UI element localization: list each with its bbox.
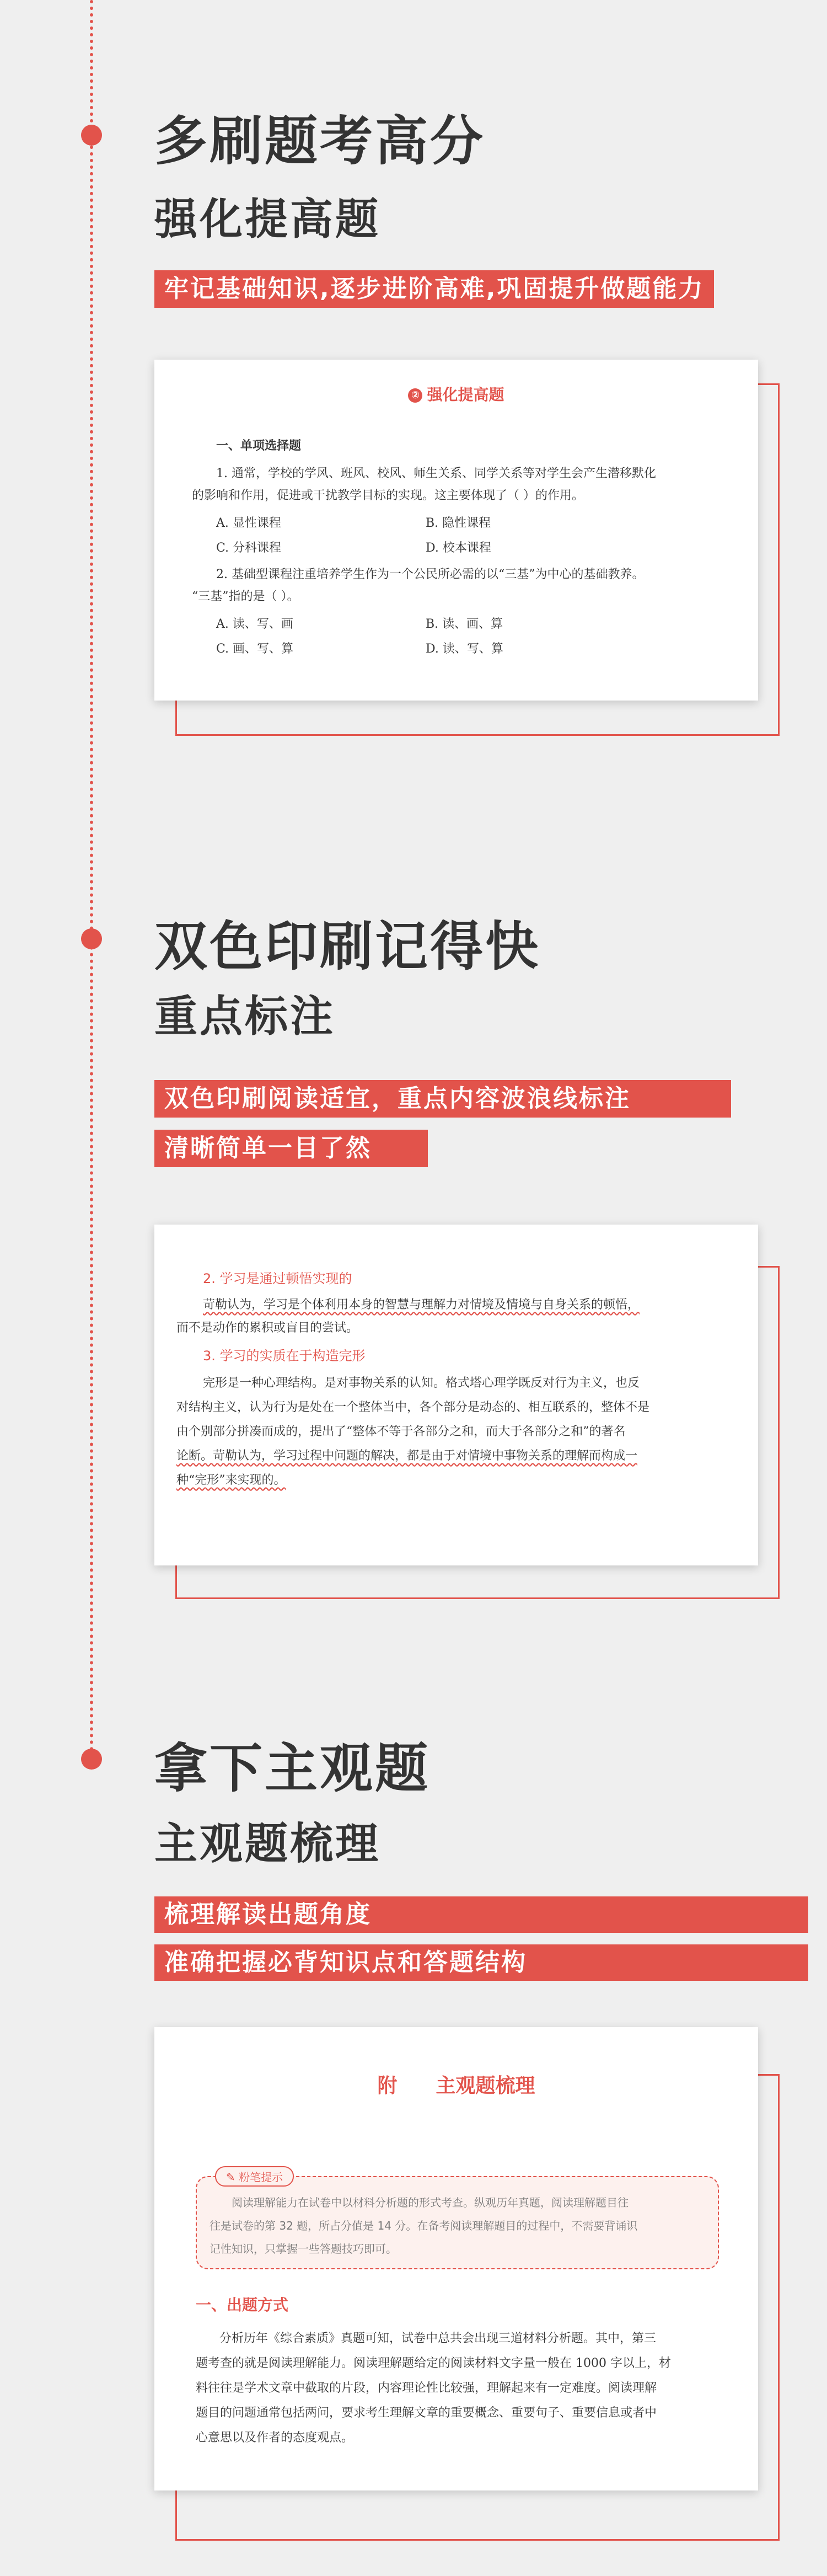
- subheading: 2. 学习是通过顿悟实现的: [203, 1271, 352, 1286]
- paragraph-line: 由个别部分拼凑而成的，提出了“整体不等于各部分之和，而大于各部分之和”的著名: [176, 1425, 626, 1439]
- feature-band: 清晰简单一目了然: [154, 1130, 428, 1167]
- feature-band: 双色印刷阅读适宜，重点内容波浪线标注: [154, 1080, 731, 1118]
- section-subtitle: 重点标注: [154, 992, 336, 1041]
- sample-card: [154, 360, 758, 701]
- section-title: 多刷题考高分: [154, 110, 485, 172]
- timeline-dot: [81, 1749, 102, 1770]
- option: D. 校本课程: [426, 541, 491, 555]
- timeline-dot: [81, 125, 102, 146]
- tip-text: 阅读理解能力在试卷中以材料分析题的形式考查。纵观历年真题，阅读理解题目往: [232, 2196, 629, 2209]
- paragraph-line: 论断。苛勒认为，学习过程中问题的解决，都是由于对情境中事物关系的理解而构成一: [176, 1449, 638, 1463]
- feature-band: 准确把握必背知识点和答题结构: [154, 1944, 808, 1981]
- timeline-dotted-line: [90, 0, 93, 1765]
- paragraph-line: 完形是一种心理结构。是对事物关系的认知。格式塔心理学既反对行为主义，也反: [203, 1376, 640, 1390]
- paragraph-line: 料往往是学术文章中截取的片段，内容理论性比较强，理解起来有一定难度。阅读理解: [196, 2381, 657, 2395]
- paragraph-line: 而不是动作的累积或盲目的尝试。: [176, 1321, 359, 1335]
- section-subtitle: 主观题梳理: [154, 1819, 381, 1869]
- paragraph-line: 题考查的就是阅读理解能力。阅读理解题给定的阅读材料文字量一般在 1000 字以上，材: [196, 2356, 671, 2370]
- question-text: 1. 通常，学校的学风、班风、校风、师生关系、同学关系等对学生会产生潜移默化: [216, 467, 656, 480]
- option: A. 显性课程: [216, 516, 281, 530]
- paragraph-line: 分析历年《综合素质》真题可知，试卷中总共会出现三道材料分析题。其中，第三: [219, 2332, 657, 2345]
- paragraph-line: 对结构主义，认为行为是处在一个整体当中，各个部分是动态的、相互联系的，整体不是: [176, 1401, 650, 1414]
- sample-card: [154, 1225, 758, 1565]
- sample-card: [154, 2027, 758, 2491]
- paragraph-line: 题目的问题通常包括两问，要求考生理解文章的重要概念、重要句子、重要信息或者中: [196, 2406, 657, 2420]
- feature-band: 梳理解读出题角度: [154, 1896, 808, 1933]
- option: C. 分科课程: [216, 541, 282, 555]
- tip-text: 记性知识，只掌握一些答题技巧即可。: [210, 2242, 397, 2256]
- number-icon: ②: [408, 388, 422, 403]
- paragraph-line: 苛勒认为，学习是个体利用本身的智慧与理解力对情境及情境与自身关系的顿悟，: [203, 1298, 640, 1312]
- section-heading: 一、出题方式: [196, 2296, 289, 2314]
- question-text: 2. 基础型课程注重培养学生作为一个公民所必需的以“三基”为中心的基础教养。: [216, 568, 645, 581]
- tip-label: ✎ 粉笔提示: [215, 2166, 294, 2187]
- question-heading: 一、单项选择题: [216, 439, 302, 453]
- option: B. 读、画、算: [426, 617, 503, 631]
- tip-text: 往是试卷的第 32 题，所占分值是 14 分。在备考阅读理解题目的过程中，不需要背诵识: [210, 2219, 638, 2232]
- option: B. 隐性课程: [426, 516, 491, 530]
- option: D. 读、写、算: [426, 642, 503, 656]
- paragraph-line: 种“完形”来实现的。: [176, 1473, 286, 1487]
- question-text: “三基”指的是（ ）。: [192, 590, 299, 603]
- feature-band: 牢记基础知识,逐步进阶高难,巩固提升做题能力: [154, 270, 714, 308]
- subheading: 3. 学习的实质在于构造完形: [203, 1348, 366, 1364]
- timeline-dot: [81, 928, 102, 949]
- card-title: ② 强化提高题: [154, 383, 758, 405]
- appendix-title: 附 主观题梳理: [377, 2075, 535, 2097]
- option: C. 画、写、算: [216, 642, 294, 656]
- section-title: 双色印刷记得快: [154, 916, 540, 977]
- option: A. 读、写、画: [216, 617, 293, 631]
- section-title: 拿下主观题: [154, 1738, 430, 1799]
- question-text: 的影响和作用，促进或干扰教学目标的实现。这主要体现了（ ）的作用。: [192, 489, 584, 503]
- pen-icon: ✎: [226, 2171, 235, 2184]
- section-subtitle: 强化提高题: [154, 195, 381, 244]
- paragraph-line: 心意思以及作者的态度观点。: [196, 2431, 354, 2445]
